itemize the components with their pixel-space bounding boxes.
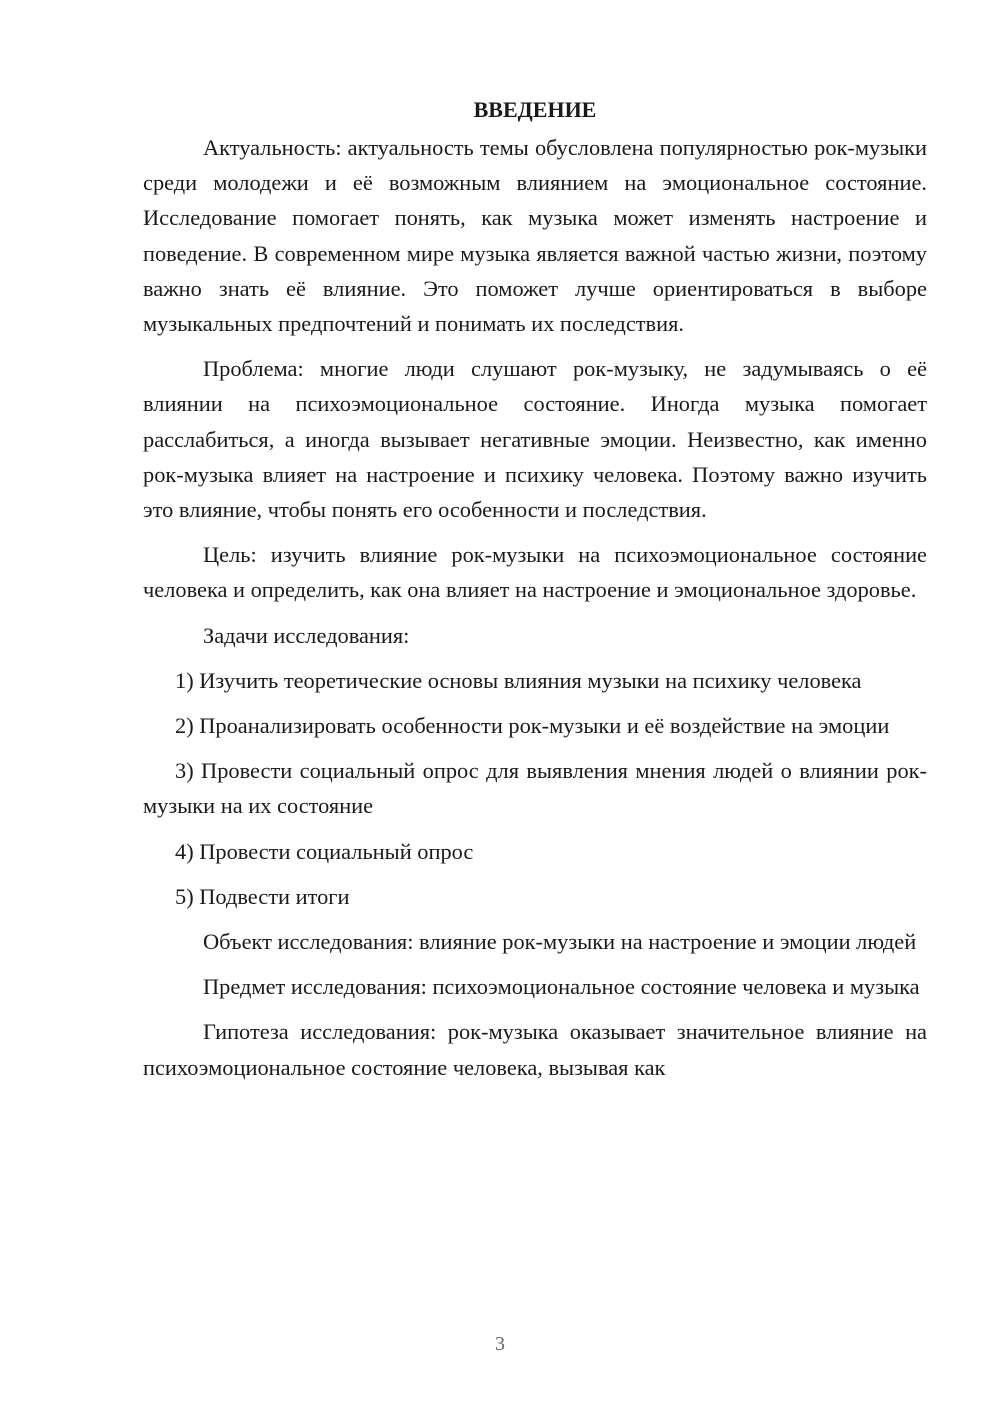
paragraph-problem: Проблема: многие люди слушают рок-музыку, не задумываясь о её влиянии на психоэмоциональное состояние. Иногда музыка помогает расслабиться, а иногда вызывает негативные эмоции. Неизвестно, как именно рок-музыка влияет на настроение и психику человека. Поэтому важно изучить это влияние, чтобы понять его особенности и последствия.	[143, 356, 927, 523]
paragraph-actuality: Актуальность: актуальность темы обусловлена популярностью рок-музыки среди молодежи и её возможным влиянием на эмоциональное состояние. Исследование помогает понять, как музыка может изменять настроение и поведение. В современном мире музыка является важной частью жизни, поэтому важно знать её влияние. Это поможет лучше ориентироваться в выборе музыкальных предпочтений и понимать их последствия.	[143, 135, 927, 337]
task-item-3: 3) Провести социальный опрос для выявления мнения людей о влиянии рок-музыки на их состояние	[143, 758, 927, 819]
task-item-2: 2) Проанализировать особенности рок-музыки и её воздействие на эмоции	[175, 713, 890, 739]
tasks-heading: Задачи исследования:	[203, 622, 410, 648]
page-number: 3	[495, 1333, 505, 1355]
task-item-5: 5) Подвести итоги	[175, 883, 350, 909]
document-page	[143, 90, 927, 1095]
page-title: ВВЕДЕНИЕ	[473, 97, 597, 122]
task-item-1: 1) Изучить теоретические основы влияния музыки на психику человека	[175, 667, 862, 693]
paragraph-goal: Цель: изучить влияние рок-музыки на психоэмоциональное состояние человека и определить, как она влияет на настроение и эмоциональное здоровье.	[143, 542, 927, 603]
paragraph-object: Объект исследования: влияние рок-музыки на настроение и эмоции людей	[203, 929, 917, 955]
paragraph-subject: Предмет исследования: психоэмоциональное состояние человека и музыка	[203, 974, 920, 1000]
paragraph-hypothesis: Гипотеза исследования: рок-музыка оказывает значительное влияние на психоэмоциональное состояние человека, вызывая как	[143, 1019, 927, 1080]
task-item-4: 4) Провести социальный опрос	[175, 838, 474, 864]
